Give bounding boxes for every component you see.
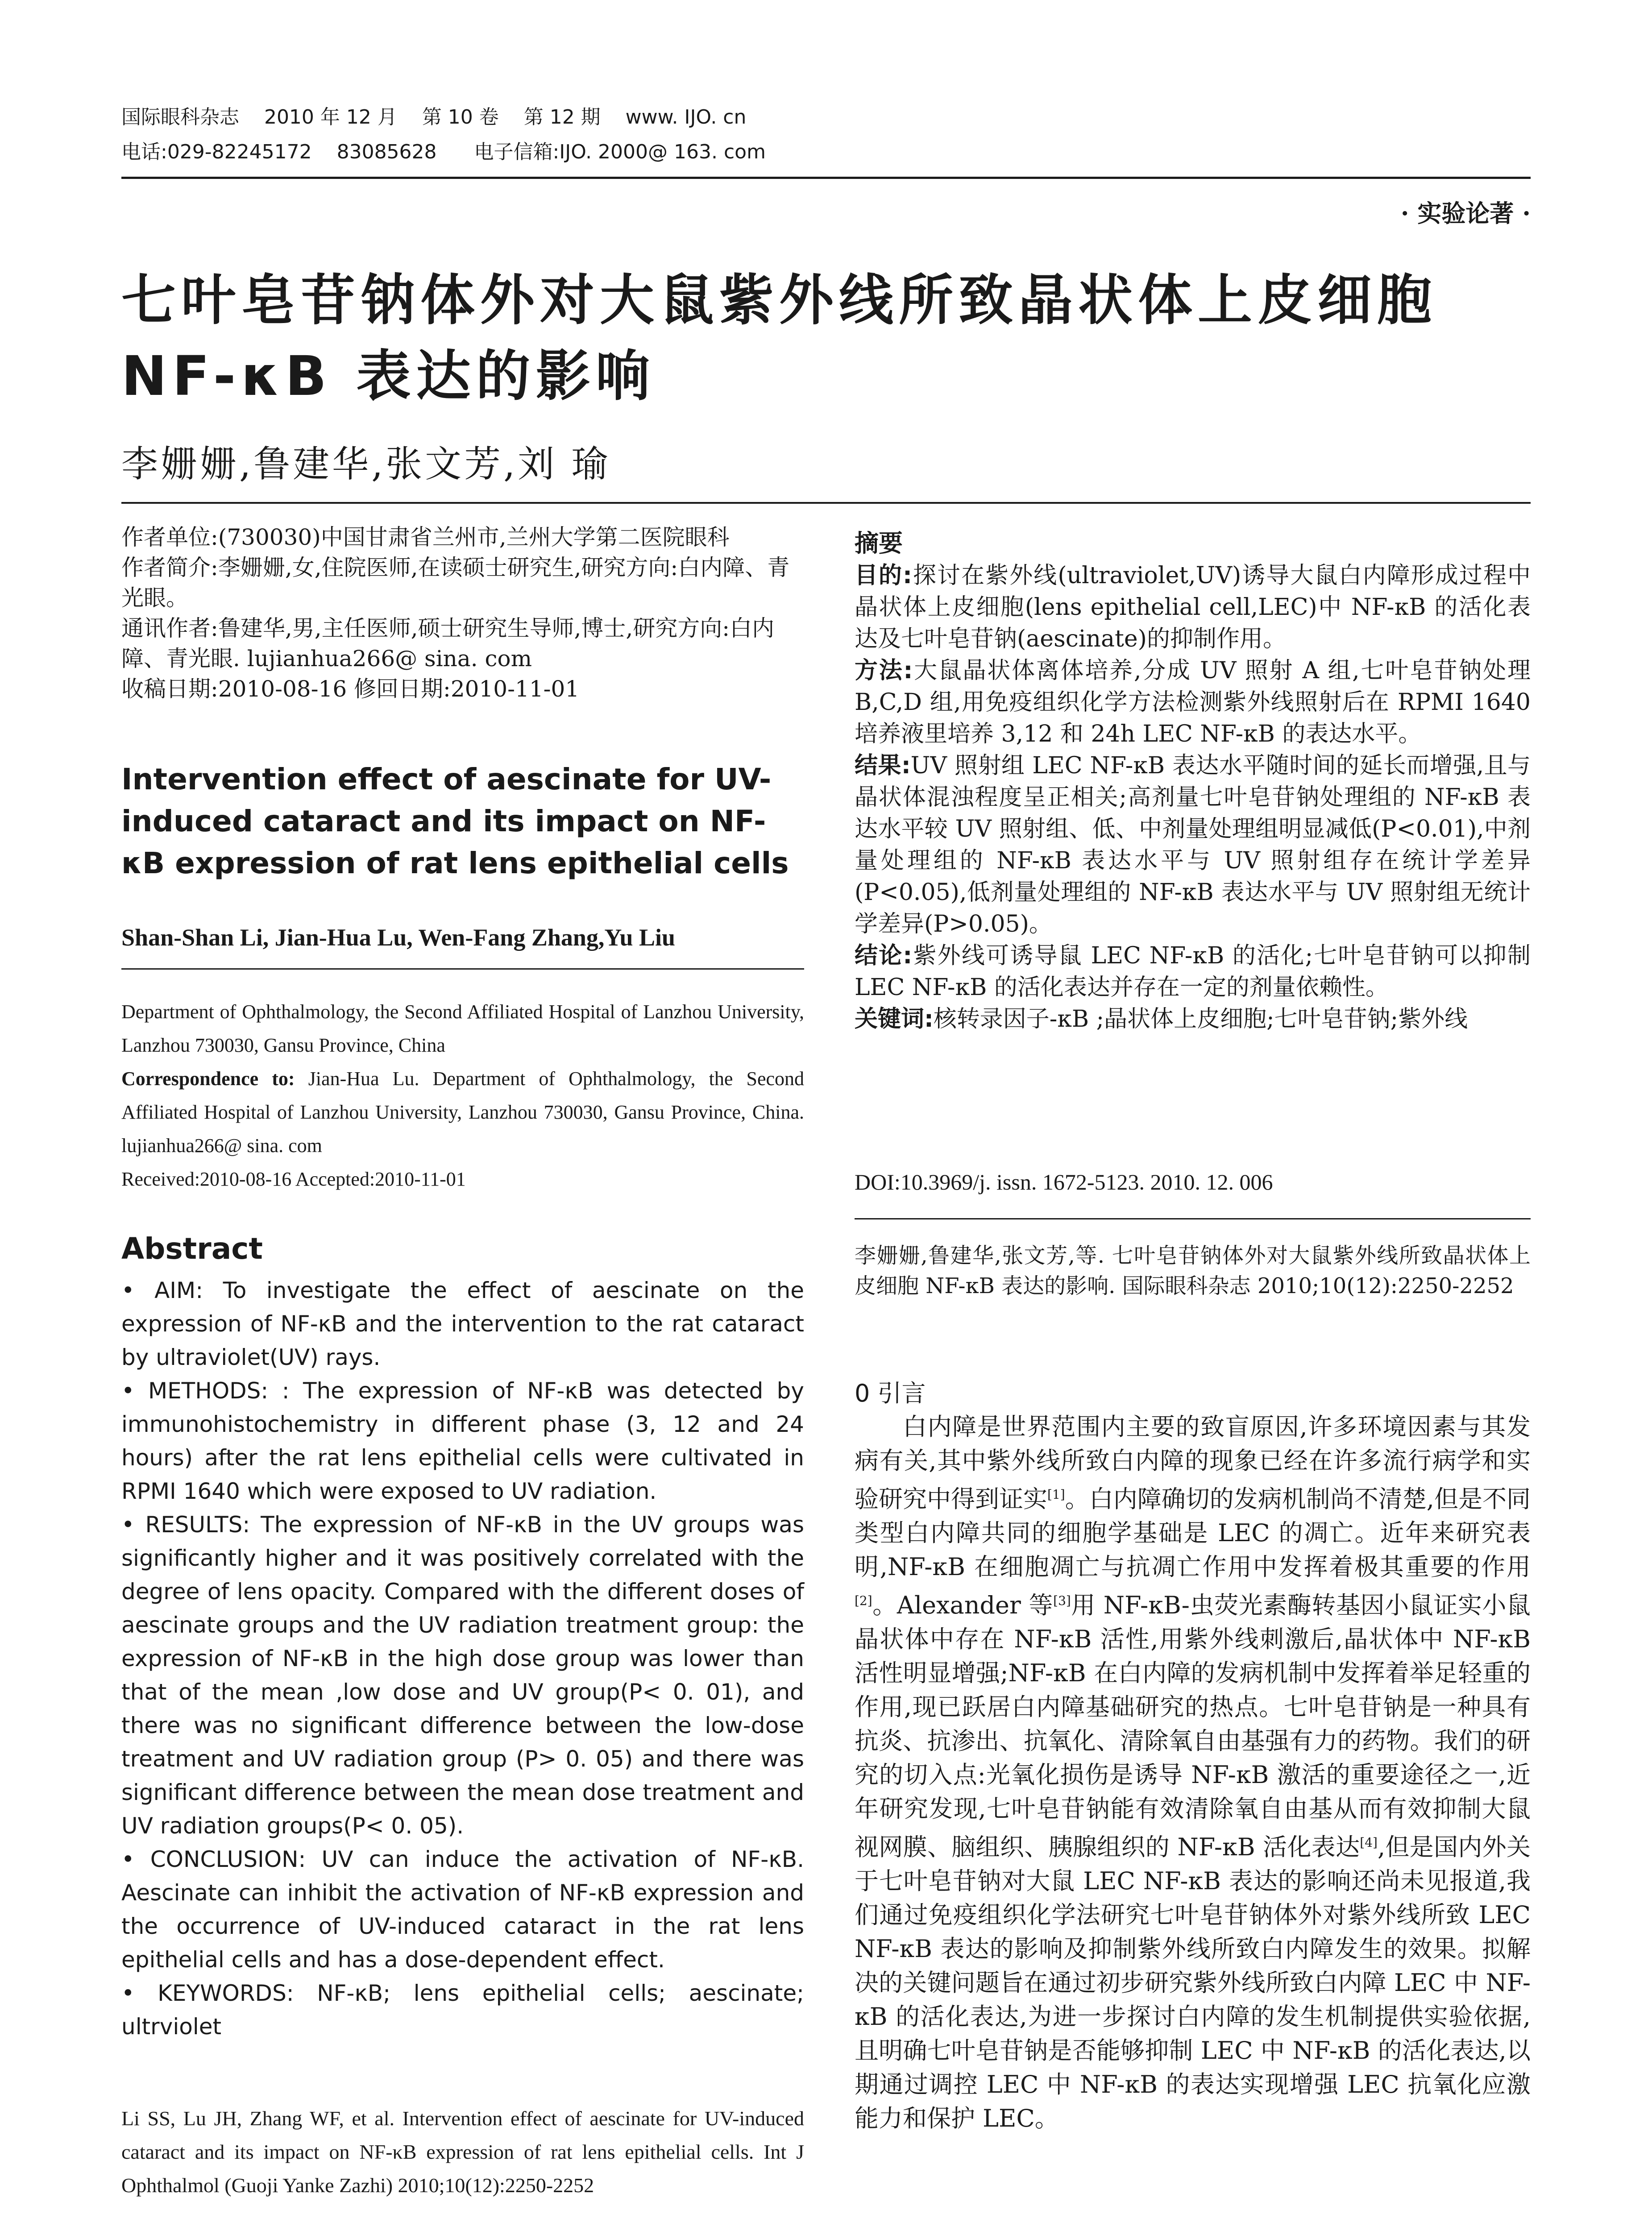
author-dates: 收稿日期:2010-08-16 修回日期:2010-11-01: [121, 676, 580, 702]
intro-text-4: 用 NF-κB-虫荧光素酶转基因小鼠证实小鼠晶状体中存在 NF-κB 活性,用紫外线刺激后,晶状体中 NF-κB 活性明显增强;NF-κB 在白内障的发病机制中发挥着举足轻重的作用,现已跃居白内障基础研究的热点。七叶皂苷钠是一种具有抗炎、抗渗出、抗氧化、清除氧自由基强有力的药物。我们的研究的切入点:光氧化损伤是诱导 NF-κB 激活的重要途径之一,近年研究发现,七叶皂苷钠能有效清除氧自由基从而有效抑制大鼠视网膜、脑组织、胰腺组织的 NF-κB 活化表达: [855, 1591, 1531, 1861]
results-label: 结果:: [855, 752, 911, 779]
doi-rule: [855, 1218, 1531, 1219]
authors-en-rule: [121, 968, 804, 970]
conclusion-label: 结论:: [855, 942, 913, 969]
corr-label: Correspondence to:: [121, 1068, 295, 1090]
ref-2: [2]: [855, 1593, 872, 1608]
author-correspondence: 通讯作者:鲁建华,男,主任医师,硕士研究生导师,博士,研究方向:白内障、青光眼. lujianhua266@ sina. com: [121, 615, 775, 672]
abstract-results: • RESULTS: The expression of NF-κB in the UV groups was significantly higher and it was positively correlated with the degree of lens opacity. Compared with the different doses of aescinate groups and the UV radiation treatment group: the expression of NF-κB in the high dose group was lower than that of the mean ,low dose and UV group(P< 0. 01), and there was no significant difference between the low-dose treatment and UV radiation group (P> 0. 05) and there was significant difference between the mean dose treatment and UV radiation groups(P< 0. 05).: [121, 1512, 804, 1839]
affiliation: [121, 995, 804, 1196]
results-text: UV 照射组 LEC NF-κB 表达水平随时间的延长而增强,且与晶状体混浊程度呈正相关;高剂量七叶皂苷钠处理组的 NF-κB 表达水平较 UV 照射组、低、中剂量处理组明显减低(P<0.01),中剂量处理组的 NF-κB 表达水平与 UV 照射组存在统计学差异(P<0.05),低剂量处理组的 NF-κB 表达水平与 UV 照射组无统计学差异(P>0.05)。: [855, 752, 1531, 937]
abstract-en-body: [121, 1274, 804, 2044]
abstract-cn-methods: [855, 655, 1531, 750]
abstract-heading: Abstract: [121, 1232, 263, 1266]
authors-rule: [121, 502, 1531, 504]
authors-en: Shan-Shan Li, Jian-Hua Lu, Wen-Fang Zhang,Yu Liu: [121, 924, 676, 951]
affiliation-correspondence: [121, 1062, 804, 1162]
intro-heading: 0 引言: [855, 1379, 926, 1407]
intro-text-2: 。白内障确切的发病机制尚不清楚,但是不同类型白内障共同的细胞学基础是 LEC 的凋亡。近年来研究表明,NF-κB 在细胞凋亡与抗凋亡作用中发挥着极其重要的作用: [855, 1485, 1531, 1581]
abstract-cn-aim: [855, 560, 1531, 655]
intro-text-3: 。Alexander 等: [872, 1591, 1054, 1619]
abstract-cn-body: [855, 560, 1531, 1035]
ref-1: [1]: [1047, 1487, 1065, 1502]
abstract-cn-keywords: [855, 1004, 1531, 1035]
abstract-cn-results: [855, 750, 1531, 940]
intro-body: [855, 1410, 1531, 2136]
author-info: [121, 522, 804, 704]
author-unit: 作者单位:(730030)中国甘肃省兰州市,兰州大学第二医院眼科: [121, 524, 730, 550]
aim-label: 目的:: [855, 562, 912, 589]
abstract-cn-conclusion: [855, 940, 1531, 1004]
conclusion-text: 紫外线可诱导鼠 LEC NF-κB 的活化;七叶皂苷钠可以抑制 LEC NF-κB 的活化表达并存在一定的剂量依赖性。: [855, 942, 1531, 1001]
methods-text: 大鼠晶状体离体培养,分成 UV 照射 A 组,七叶皂苷钠处理 B,C,D 组,用免疫组织化学方法检测紫外线照射后在 RPMI 1640 培养液里培养 3,12 和 24h LEC NF-κB 的表达水平。: [855, 657, 1531, 747]
aim-text: 探讨在紫外线(ultraviolet,UV)诱导大鼠白内障形成过程中晶状体上皮细胞(lens epithelial cell,LEC)中 NF-κB 的活化表达及七叶皂苷钠(aescinate)的抑制作用。: [855, 562, 1531, 652]
citation-cn: 李姗姗,鲁建华,张文芳,等. 七叶皂苷钠体外对大鼠紫外线所致晶状体上皮细胞 NF-κB 表达的影响. 国际眼科杂志 2010;10(12):2250-2252: [855, 1243, 1531, 1298]
ref-4: [4]: [1360, 1835, 1378, 1850]
authors-cn: 李姗姗,鲁建华,张文芳,刘 瑜: [121, 443, 611, 485]
abstract-keywords: • KEYWORDS: NF-κB; lens epithelial cells; aescinate; ultrviolet: [121, 1980, 804, 2040]
methods-label: 方法:: [855, 657, 913, 684]
ref-3: [3]: [1053, 1593, 1071, 1608]
title-cn-line2: NF-κB 表达的影响: [121, 344, 656, 408]
abstract-conclusion: • CONCLUSION: UV can induce the activation of NF-κB. Aescinate can inhibit the activation of NF-κB expression and the occurrence of UV-induced cataract in the rat lens epithelial cells and has a dose-dependent effect.: [121, 1846, 804, 1973]
title-en: Intervention effect of aescinate for UV-induced cataract and its impact on NF-κB expression of rat lens epithelial cells: [121, 762, 789, 880]
intro-text-1: 白内障是世界范围内主要的致盲原因,许多环境因素与其发病有关,其中紫外线所致白内障的现象已经在许多流行病学和实验研究中得到证实: [855, 1413, 1531, 1513]
intro-text-5: ,但是国内外关于七叶皂苷钠对大鼠 LEC NF-κB 表达的影响还尚未见报道,我们通过免疫组织化学法研究七叶皂苷钠体外对紫外线所致 LEC NF-κB 表达的影响及抑制紫外线所致白内障发生的效果。拟解决的关键问题旨在通过初步研究紫外线所致白内障 LEC 中 NF-κB 的活化表达,为进一步探讨白内障的发生机制提供实验依据,且明确七叶皂苷钠是否能够抑制 LEC 中 NF-κB 的活化表达,以期通过调控 LEC 中 NF-κB 的表达实现增强 LEC 抗氧化应激能力和保护 LEC。: [855, 1833, 1531, 2132]
corr-text: Jian-Hua Lu. Department of Ophthalmology, the Second Affiliated Hospital of Lanzhou University, Lanzhou 730030, Gansu Province, China. lujianhua266@ sina. com: [121, 1068, 805, 1157]
affiliation-dates: Received:2010-08-16 Accepted:2010-11-01: [121, 1168, 466, 1190]
abstract-methods: • METHODS: : The expression of NF-κB was detected by immunohistochemistry in different phase (3, 12 and 24 hours) after the rat lens epithelial cells were cultivated in RPMI 1640 which were exposed to UV radiation.: [121, 1378, 804, 1504]
header-rule: [121, 177, 1531, 179]
citation-en: Li SS, Lu JH, Zhang WF, et al. Intervention effect of aescinate for UV-induced cataract and its impact on NF-κB expression of rat lens epithelial cells. Int J Ophthalmol (Guoji Yanke Zazhi) 2010;10(12):2250-2252: [121, 2107, 804, 2197]
abstract-cn-heading: 摘要: [855, 529, 903, 557]
doi: DOI:10.3969/j. issn. 1672-5123. 2010. 12. 006: [855, 1169, 1273, 1194]
keywords-text: 核转录因子-κB ;晶状体上皮细胞;七叶皂苷钠;紫外线: [933, 1006, 1468, 1033]
keywords-label: 关键词:: [855, 1006, 934, 1033]
section-tag: · 实验论著 ·: [1400, 199, 1531, 228]
affiliation-dept: Department of Ophthalmology, the Second Affiliated Hospital of Lanzhou University, Lanzhou 730030, Gansu Province, China: [121, 1001, 804, 1056]
title-cn-line1: 七叶皂苷钠体外对大鼠紫外线所致晶状体上皮细胞: [121, 269, 1437, 332]
journal-contact-line: 电话:029-82245172 83085628 电子信箱:IJO. 2000@ 163. com: [121, 141, 766, 163]
abstract-aim: • AIM: To investigate the effect of aescinate on the expression of NF-κB and the intervention to the rat cataract by ultraviolet(UV) rays.: [121, 1277, 804, 1370]
journal-header-line: 国际眼科杂志 2010 年 12 月 第 10 卷 第 12 期 www. IJO. cn: [121, 106, 747, 129]
author-intro: 作者简介:李姗姗,女,住院医师,在读硕士研究生,研究方向:白内障、青光眼。: [121, 555, 790, 611]
